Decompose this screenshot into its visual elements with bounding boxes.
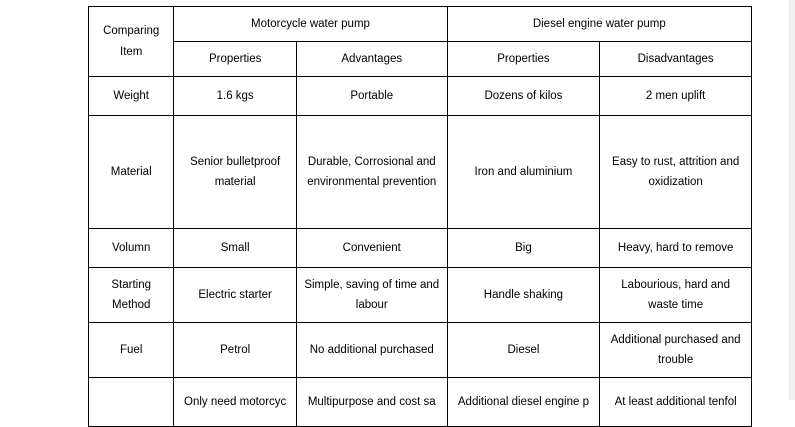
comparison-table-container — [88, 6, 752, 427]
header-comparing-item: Comparing Item — [89, 7, 174, 77]
cell-volumn-motorcycle-properties: Small — [174, 229, 297, 268]
page-right-edge-strip — [789, 0, 795, 400]
cell-starting-diesel-properties: Handle shaking — [447, 268, 600, 323]
row-label-starting-method: Starting Method — [89, 268, 174, 323]
cell-fuel-motorcycle-properties: Petrol — [174, 323, 297, 378]
cell-fuel-motorcycle-advantages: No additional purchased — [296, 323, 447, 378]
cell-starting-motorcycle-properties: Electric starter — [174, 268, 297, 323]
cell-weight-diesel-disadvantages: 2 men uplift — [600, 77, 752, 116]
header-motorcycle-advantages: Advantages — [296, 42, 447, 77]
cell-last-motorcycle-properties: Only need motorcyc — [174, 378, 297, 427]
row-label-weight: Weight — [89, 77, 174, 116]
header-group-motorcycle: Motorcycle water pump — [174, 7, 447, 42]
table-row — [89, 323, 752, 378]
cell-last-diesel-disadvantages: At least additional tenfol — [600, 378, 752, 427]
cell-material-motorcycle-properties: Senior bulletproof material — [174, 116, 297, 229]
row-label-material: Material — [89, 116, 174, 229]
header-diesel-disadvantages: Disadvantages — [600, 42, 752, 77]
table-row — [89, 116, 752, 229]
cell-weight-motorcycle-properties: 1.6 kgs — [174, 77, 297, 116]
cell-fuel-diesel-properties: Diesel — [447, 323, 600, 378]
cell-volumn-diesel-properties: Big — [447, 229, 600, 268]
cell-last-diesel-properties: Additional diesel engine p — [447, 378, 600, 427]
cell-weight-motorcycle-advantages: Portable — [296, 77, 447, 116]
cell-material-diesel-disadvantages: Easy to rust, attrition and oxidization — [600, 116, 752, 229]
header-group-diesel: Diesel engine water pump — [447, 7, 751, 42]
header-diesel-properties: Properties — [447, 42, 600, 77]
table-row — [89, 378, 752, 427]
cell-weight-diesel-properties: Dozens of kilos — [447, 77, 600, 116]
table-header-row-groups — [89, 7, 752, 42]
cell-last-motorcycle-advantages: Multipurpose and cost sa — [296, 378, 447, 427]
cell-starting-motorcycle-advantages: Simple, saving of time and labour — [296, 268, 447, 323]
table-row — [89, 229, 752, 268]
cell-starting-diesel-disadvantages: Labourious, hard and waste time — [600, 268, 752, 323]
table-row — [89, 268, 752, 323]
cell-fuel-diesel-disadvantages: Additional purchased and trouble — [600, 323, 752, 378]
row-label-volumn: Volumn — [89, 229, 174, 268]
row-label-last-clipped — [89, 378, 174, 427]
table-header-row-subheaders — [89, 42, 752, 77]
comparison-table — [88, 6, 752, 427]
cell-material-diesel-properties: Iron and aluminium — [447, 116, 600, 229]
cell-volumn-diesel-disadvantages: Heavy, hard to remove — [600, 229, 752, 268]
table-row — [89, 77, 752, 116]
cell-volumn-motorcycle-advantages: Convenient — [296, 229, 447, 268]
header-motorcycle-properties: Properties — [174, 42, 297, 77]
row-label-fuel: Fuel — [89, 323, 174, 378]
cell-material-motorcycle-advantages: Durable, Corrosional and environmental prevention — [296, 116, 447, 229]
